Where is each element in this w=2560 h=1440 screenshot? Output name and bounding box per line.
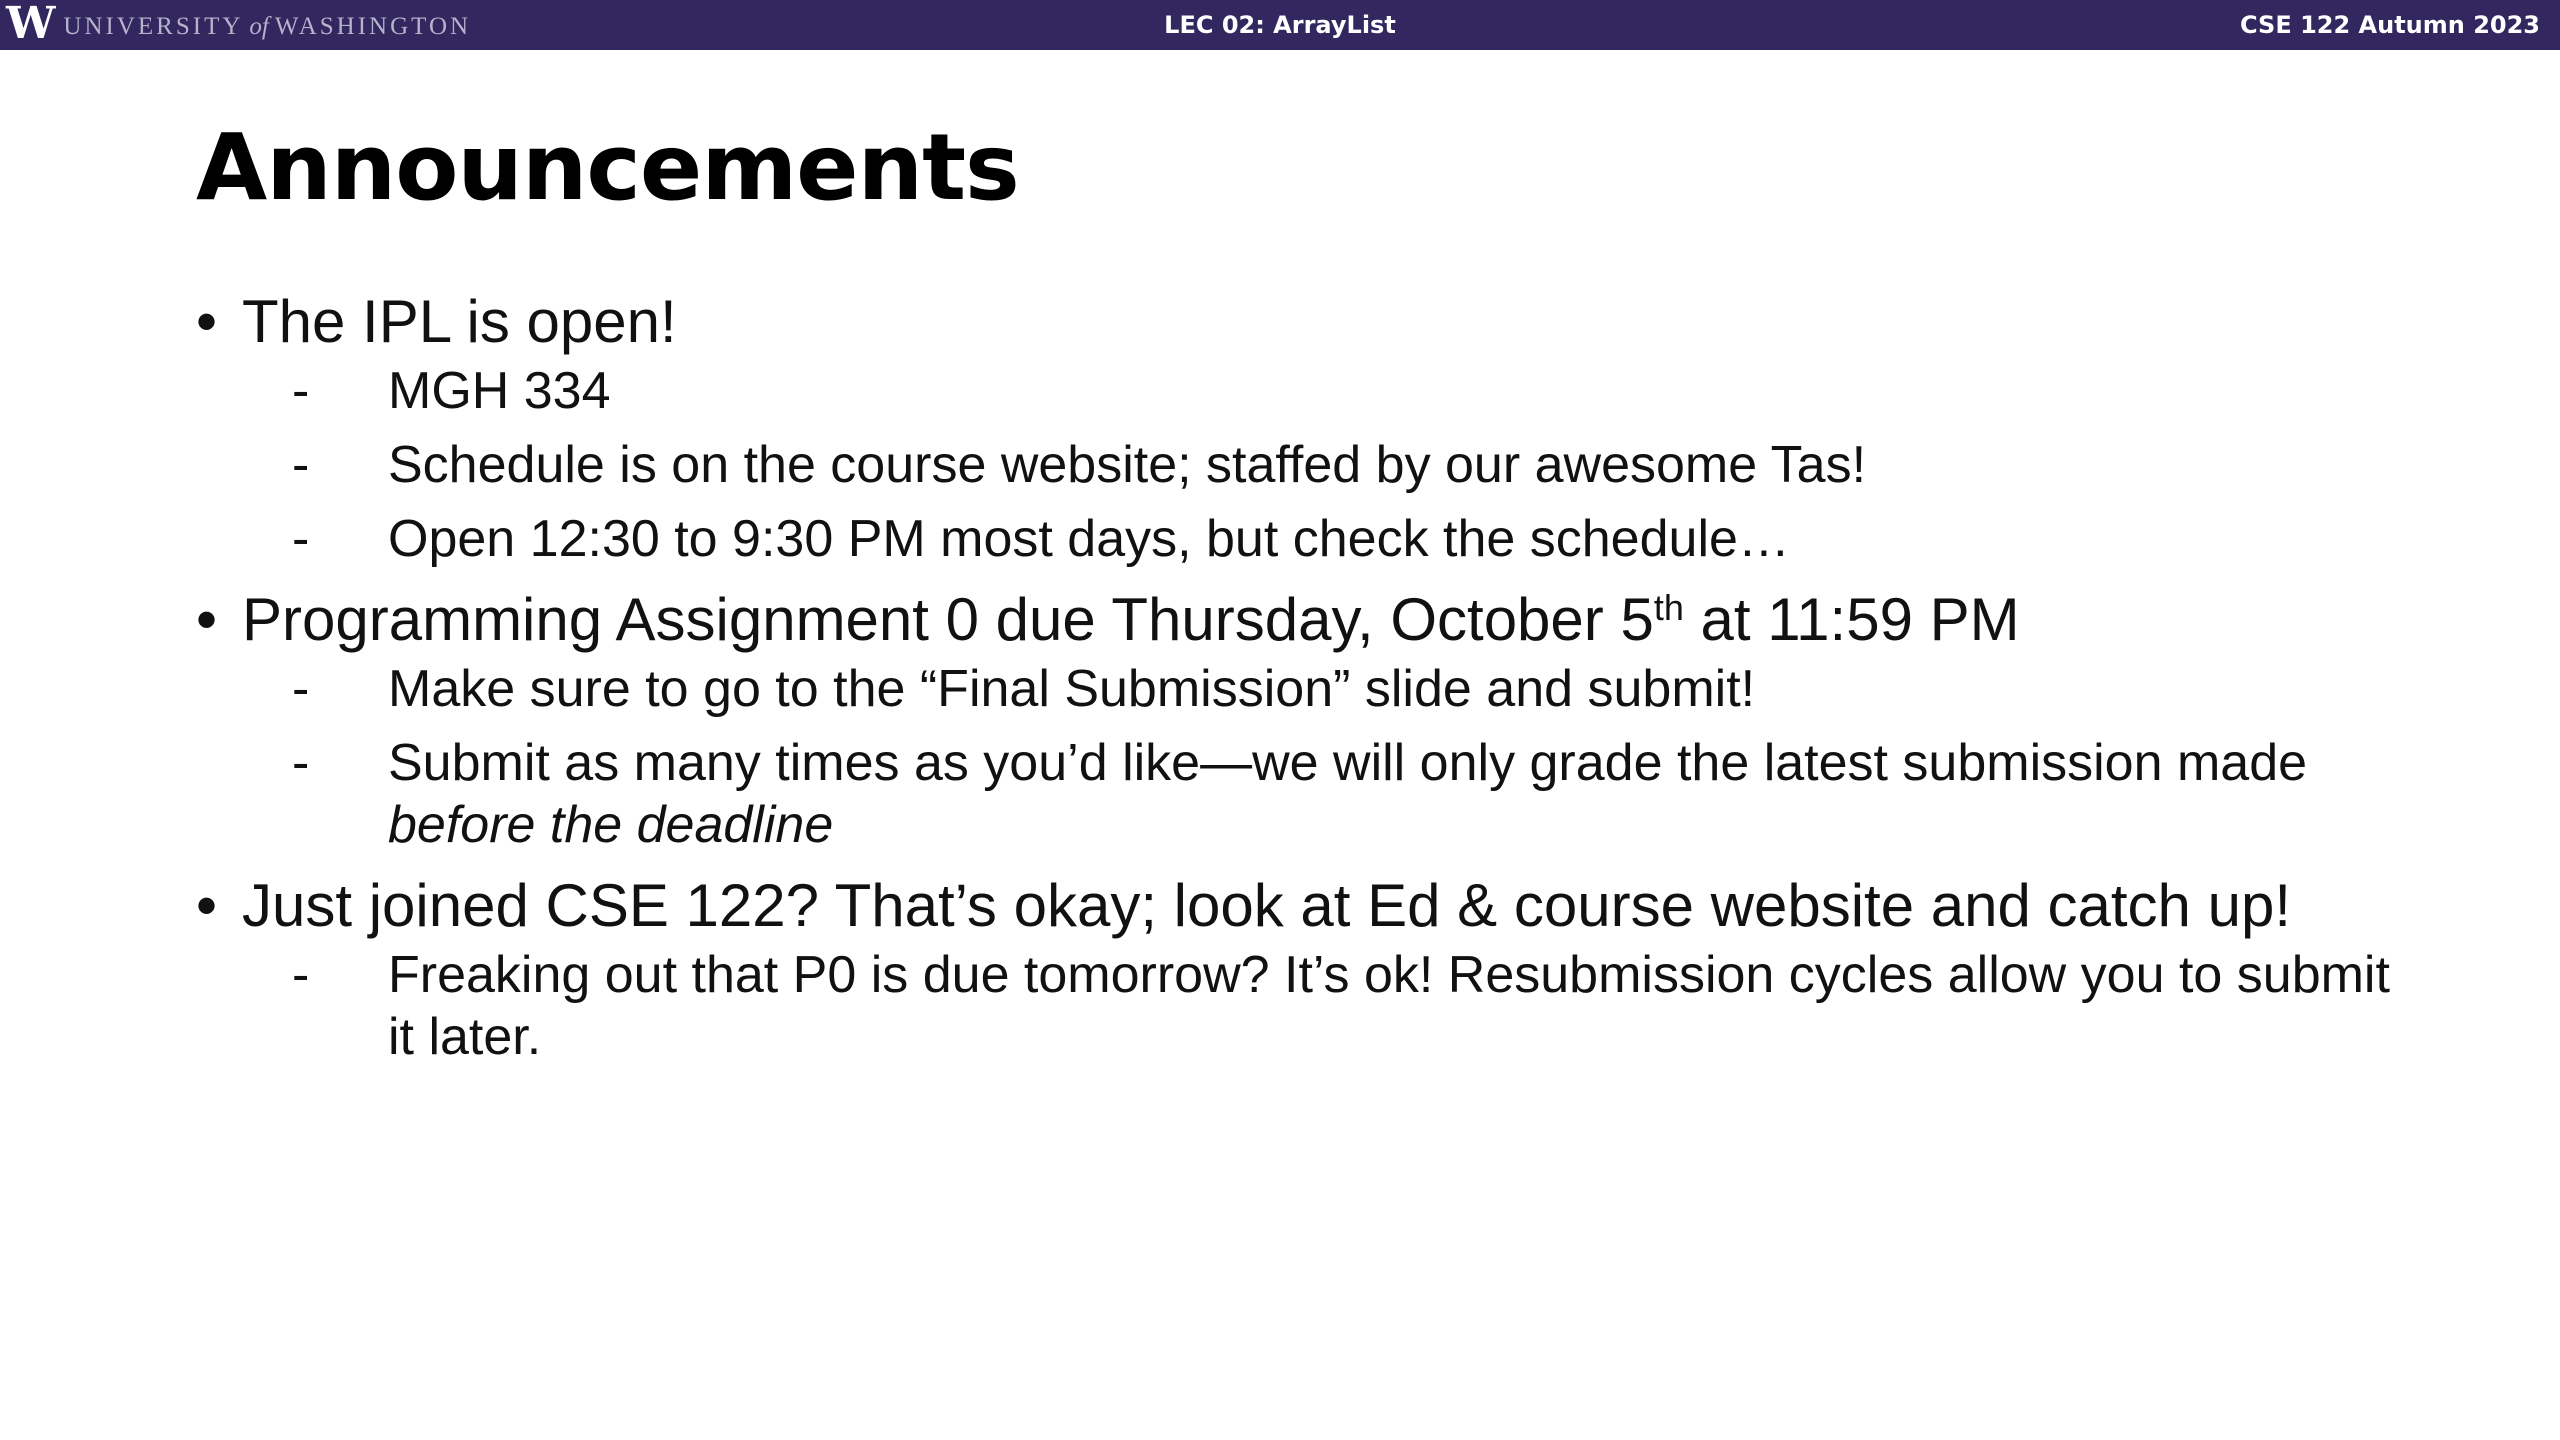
dash-icon: - <box>292 734 310 792</box>
bullet-text: Just joined CSE 122? That’s okay; look at Ed & course website and catch up! <box>242 872 2291 939</box>
bullet-dot-icon: • <box>196 586 218 653</box>
wordmark-of: of <box>249 13 269 40</box>
sub-bullet-text: Make sure to go to the “Final Submission” slide and submit! <box>388 660 1756 718</box>
bullet-ipl-open <box>196 286 2396 570</box>
sub-bullet-text: Schedule is on the course website; staffed by our awesome Tas! <box>388 436 1867 494</box>
sub-bullet-text: MGH 334 <box>388 362 611 420</box>
bullet-dot-icon: • <box>196 872 218 939</box>
sub-bullet-list <box>242 944 2396 1068</box>
sub-bullet-emphasis: before the deadline <box>388 796 834 854</box>
sub-bullet <box>292 508 2396 570</box>
sub-bullet-list <box>242 658 2396 856</box>
dash-icon: - <box>292 510 310 568</box>
dash-icon: - <box>292 946 310 1004</box>
bullet-assignment-due <box>196 584 2396 856</box>
wordmark-washington: WASHINGTON <box>274 13 472 40</box>
bullet-text-time: at 11:59 PM <box>1683 586 2020 653</box>
sub-bullet <box>292 434 2396 496</box>
bullet-dot-icon: • <box>196 288 218 355</box>
slide-content <box>196 286 2396 1068</box>
uw-w-logo-icon: W <box>6 0 54 49</box>
sub-bullet-list <box>242 360 2396 570</box>
course-title: CSE 122 Autumn 2023 <box>2239 11 2540 39</box>
slide-header-bar <box>0 0 2560 50</box>
sub-bullet <box>292 658 2396 720</box>
dash-icon: - <box>292 436 310 494</box>
bullet-text: The IPL is open! <box>242 288 677 355</box>
sub-bullet <box>292 944 2396 1068</box>
dash-icon: - <box>292 660 310 718</box>
sub-bullet-text <box>388 734 2307 854</box>
slide-title: Announcements <box>196 114 1019 221</box>
sub-bullet <box>292 360 2396 422</box>
dash-icon: - <box>292 362 310 420</box>
wordmark-university: UNIVERSITY <box>63 13 244 40</box>
sub-bullet-text: Freaking out that P0 is due tomorrow? It’s ok! Resubmission cycles allow you to submit it later. <box>388 946 2390 1066</box>
sub-bullet <box>292 732 2396 856</box>
lecture-title: LEC 02: ArrayList <box>1164 11 1396 39</box>
bullet-text-main: Programming Assignment 0 due Thursday, October 5 <box>242 586 1654 653</box>
bullet-text <box>242 586 2020 653</box>
ordinal-suffix: th <box>1653 587 1684 629</box>
bullet-just-joined <box>196 870 2396 1068</box>
sub-bullet-text: Open 12:30 to 9:30 PM most days, but check the schedule… <box>388 510 1790 568</box>
sub-bullet-text-main: Submit as many times as you’d like—we will only grade the latest submission made <box>388 734 2308 792</box>
